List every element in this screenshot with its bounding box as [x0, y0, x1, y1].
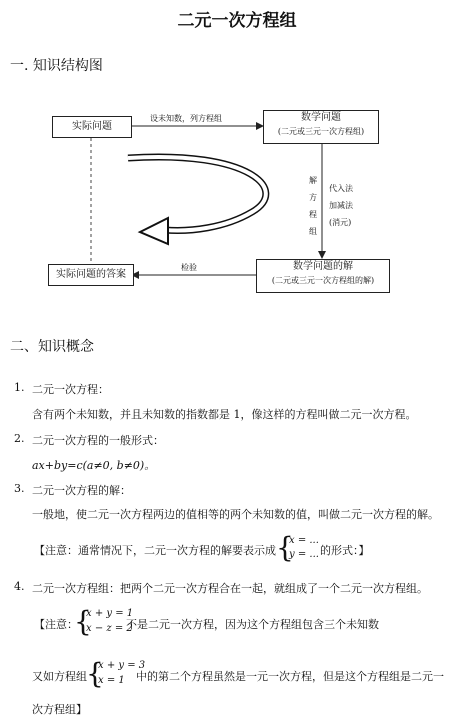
item-heading: 二元一次方程的一般形式： [32, 434, 164, 447]
equation: x − z = 2 [86, 623, 133, 634]
label-set-unknown: 设未知数，列方程组 [150, 114, 222, 123]
page-title: 二元一次方程组 [177, 11, 297, 31]
note-text: 次方程组】 [32, 703, 87, 716]
item-body: 含有两个未知数，并且未知数的指数都是 1，像这样的方程叫做二元一次方程。 [32, 408, 417, 421]
solve-char: 解 [309, 176, 317, 185]
note-text: 的形式：】 [320, 544, 370, 557]
math-problem-title: 数学问题 [301, 112, 341, 123]
note-solution-form [34, 542, 276, 558]
diagram-arrows [0, 0, 474, 300]
equation: x = 1 [98, 675, 125, 686]
solution-x: x = ... [289, 535, 319, 546]
label-solve-vertical [309, 172, 317, 240]
box-math-solution [256, 259, 390, 293]
item-heading: 二元一次方程组：把两个二元一次方程合在一起，就组成了一个二元一次方程组。 [32, 582, 428, 595]
item-heading: 二元一次方程的解： [32, 484, 131, 497]
solve-char: 程 [309, 210, 317, 219]
item-number: 3. [14, 482, 25, 495]
method-list [329, 180, 353, 231]
solution-y: y = ... [289, 549, 319, 560]
item-number: 1. [14, 381, 25, 394]
section-heading-structure: 一. 知识结构图 [10, 58, 103, 74]
method-note: (消元) [329, 218, 352, 227]
brace: { [74, 605, 92, 638]
box-real-answer: 实际问题的答案 [48, 264, 134, 286]
box-real-problem: 实际问题 [52, 116, 132, 138]
section-heading-concepts: 二、知识概念 [10, 339, 94, 355]
brace: { [86, 657, 104, 690]
equation: x + y = 1 [86, 608, 134, 619]
solve-char: 方 [309, 193, 317, 202]
brace: { [276, 531, 294, 564]
item-number: 2. [14, 432, 25, 445]
note-text: 【注意： [34, 618, 78, 631]
curved-arrow-body [128, 157, 266, 231]
note-text: 又如方程组 [32, 670, 87, 683]
note-text: 不是二元一次方程，因为这个方程组包含三个未知数 [126, 618, 379, 631]
item-number: 4. [14, 580, 25, 593]
solve-char: 组 [309, 227, 317, 236]
math-problem-subtitle: (二元或三元一次方程组) [277, 127, 365, 136]
math-solution-subtitle: (二元或三元一次方程组的解) [271, 276, 375, 285]
item-body-formula: ax+by=c(a≠0, b≠0)。 [32, 459, 156, 472]
math-solution-title: 数学问题的解 [293, 261, 353, 272]
item-body: 一般地，使二元一次方程两边的值相等的两个未知数的值，叫做二元一次方程的解。 [32, 508, 439, 521]
curved-arrow-head [140, 218, 168, 244]
label-check: 检验 [181, 263, 197, 272]
note-text: 中的第二个方程虽然是一元一次方程，但是这个方程组是二元一 [136, 670, 444, 683]
equation: x + y = 3 [98, 660, 146, 671]
item-heading: 二元一次方程： [32, 383, 109, 396]
method-elimination: 加减法 [329, 201, 353, 210]
method-substitution: 代入法 [329, 184, 353, 193]
box-math-problem [263, 110, 379, 144]
note-text: 【注意：通常情况下，二元一次方程的解要表示成 [34, 544, 276, 557]
